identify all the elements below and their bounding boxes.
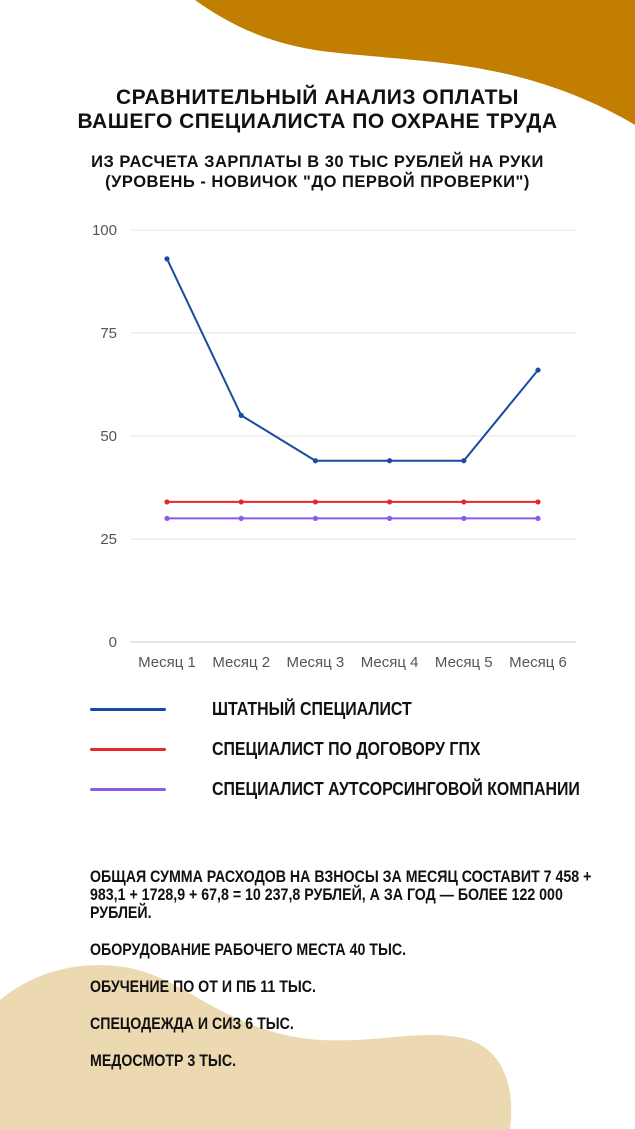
x-tick-label-1: Месяц 1 [138, 654, 196, 671]
page-subtitle-line-2: (УРОВЕНЬ - НОВИЧОК "ДО ПЕРВОЙ ПРОВЕРКИ") [105, 173, 530, 191]
x-tick-label-3: Месяц 3 [286, 654, 345, 671]
series-2-point-1 [164, 499, 169, 504]
page-title-line-2: ВАШЕГО СПЕЦИАЛИСТА ПО ОХРАНЕ ТРУДА [77, 110, 558, 133]
page-title [0, 86, 635, 134]
y-tick-label-25: 25 [100, 531, 117, 548]
series-3-point-4 [387, 516, 392, 521]
y-tick-label-0: 0 [108, 634, 117, 651]
x-tick-label-4: Месяц 4 [360, 654, 419, 671]
series-2-point-4 [387, 499, 392, 504]
series-3-point-1 [164, 516, 169, 521]
note-contributions: ОБЩАЯ СУММА РАСХОДОВ НА ВЗНОСЫ ЗА МЕСЯЦ СОСТАВИТ 7 458 + 983,1 + 1728,9 + 67,8 = 10 237,8 РУБЛЕЙ, А ЗА ГОД — БОЛЕЕ 122 000 РУБЛЕЙ. [90, 868, 592, 922]
series-2-point-5 [461, 499, 466, 504]
legend-label-staff: ШТАТНЫЙ СПЕЦИАЛИСТ [212, 698, 412, 719]
y-tick-label-50: 50 [100, 428, 117, 445]
legend-swatch-staff [90, 708, 166, 711]
x-tick-label-2: Месяц 2 [212, 654, 271, 671]
series-1-point-2 [239, 413, 244, 418]
note-workplace: ОБОРУДОВАНИЕ РАБОЧЕГО МЕСТА 40 ТЫС. [90, 941, 407, 959]
series-2-point-6 [535, 499, 540, 504]
legend-label-outsourcing: СПЕЦИАЛИСТ АУТСОРСИНГОВОЙ КОМПАНИИ [212, 778, 580, 799]
series-2-point-2 [239, 499, 244, 504]
note-workwear: СПЕЦОДЕЖДА И СИЗ 6 ТЫС. [90, 1015, 294, 1033]
series-3-point-5 [461, 516, 466, 521]
line-chart [0, 210, 635, 680]
legend-item-outsourcing [90, 775, 610, 815]
series-1-point-6 [535, 367, 540, 372]
y-tick-label-100: 100 [91, 222, 117, 239]
page-subtitle-line-1: ИЗ РАСЧЕТА ЗАРПЛАТЫ В 30 ТЫС РУБЛЕЙ НА РУКИ [91, 153, 544, 171]
legend-item-gph [90, 735, 610, 775]
legend-swatch-outsourcing [90, 788, 166, 791]
note-medical: МЕДОСМОТР 3 ТЫС. [90, 1052, 237, 1070]
note-training: ОБУЧЕНИЕ ПО ОТ И ПБ 11 ТЫС. [90, 978, 317, 996]
series-1-point-5 [461, 458, 466, 463]
page-subtitle [0, 152, 635, 192]
x-tick-label-6: Месяц 6 [509, 654, 567, 671]
legend-item-staff [90, 695, 610, 735]
series-3-point-2 [239, 516, 244, 521]
page-title-line-1: СРАВНИТЕЛЬНЫЙ АНАЛИЗ ОПЛАТЫ [116, 86, 519, 109]
legend-swatch-gph [90, 748, 166, 751]
chart-legend [90, 695, 610, 815]
x-tick-label-5: Месяц 5 [434, 654, 493, 671]
legend-label-gph: СПЕЦИАЛИСТ ПО ДОГОВОРУ ГПХ [212, 738, 481, 759]
series-1-point-3 [313, 458, 318, 463]
series-3-point-6 [535, 516, 540, 521]
series-line-1 [167, 259, 538, 461]
series-1-point-1 [164, 256, 169, 261]
cost-notes [90, 868, 635, 1089]
series-3-point-3 [313, 516, 318, 521]
series-2-point-3 [313, 499, 318, 504]
y-tick-label-75: 75 [100, 325, 117, 342]
series-1-point-4 [387, 458, 392, 463]
